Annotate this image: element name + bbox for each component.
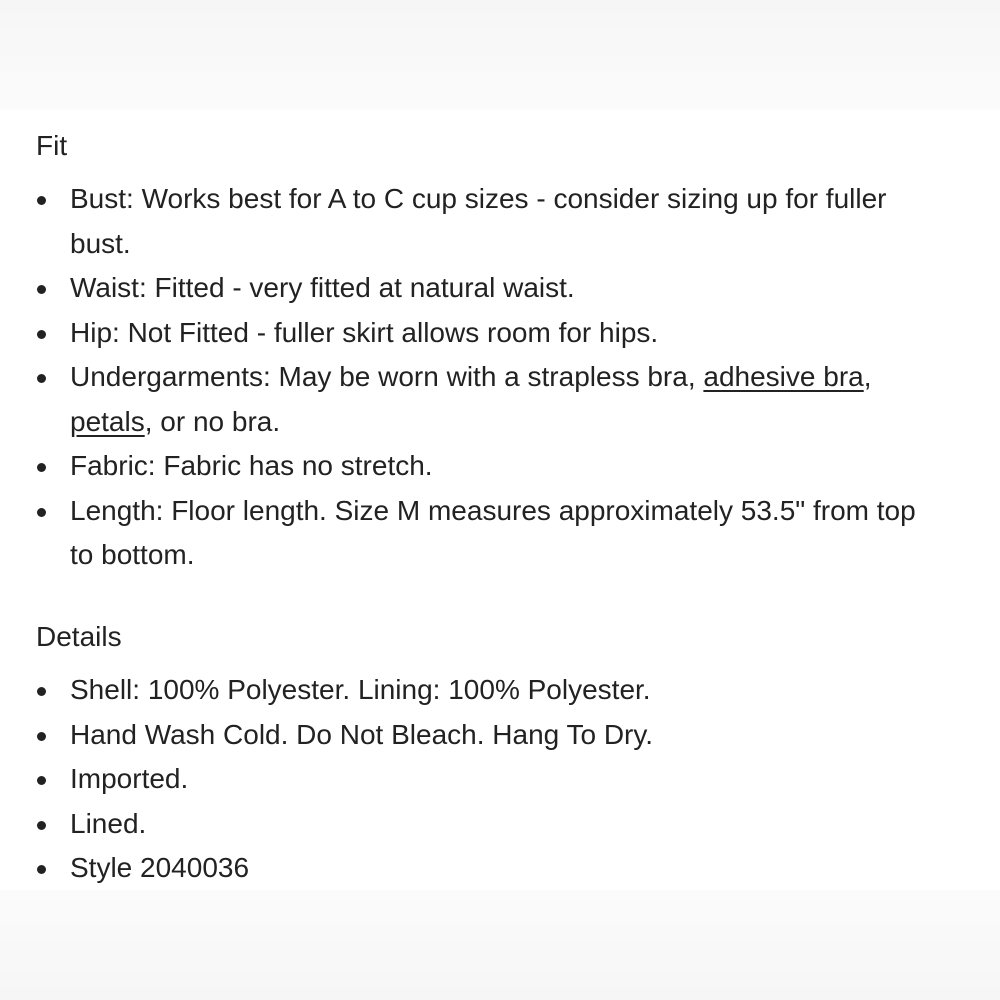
details-list [0, 668, 1000, 891]
fit-item-text: Hip: Not Fitted - fuller skirt allows room for hips. [70, 316, 659, 348]
petals-link[interactable]: petals [70, 405, 145, 437]
bullet-icon [37, 821, 46, 830]
adhesive-bra-link[interactable]: adhesive bra [703, 361, 864, 392]
bullet-icon [37, 196, 46, 205]
details-item-material [0, 668, 1000, 713]
details-item-care [0, 713, 1000, 758]
fit-item-length [0, 489, 1000, 578]
fit-item-bust [0, 177, 1000, 266]
fit-item-text: Length: Floor length. Size M measures approximately 53.5" from top to bottom. [70, 494, 916, 570]
fit-item-text: Fabric: Fabric has no stretch. [70, 450, 433, 481]
fit-item-fabric [0, 444, 1000, 489]
details-item-text: Hand Wash Cold. Do Not Bleach. Hang To Dry. [70, 718, 654, 750]
fit-item-text: Undergarments: May be worn with a strapless bra, [70, 361, 704, 392]
bullet-icon [37, 776, 46, 785]
details-section-title: Details [36, 621, 122, 652]
bullet-icon [37, 732, 46, 741]
details-item-style [0, 846, 1000, 891]
bullet-icon [37, 508, 46, 517]
fit-item-text: Bust: Works best for A to C cup sizes - consider sizing up for fuller bust. [70, 183, 887, 259]
link-separator: , [863, 361, 872, 392]
fit-list [0, 177, 1000, 578]
bullet-icon [37, 463, 46, 472]
bullet-icon [37, 687, 46, 696]
product-info-panel [0, 110, 1000, 890]
bullet-icon [37, 330, 46, 339]
details-item-text: Style 2040036 [70, 852, 250, 883]
details-item-text: Imported. [70, 763, 189, 794]
details-item-imported [0, 757, 1000, 802]
fit-section-title: Fit [36, 130, 68, 161]
bullet-icon [37, 285, 46, 294]
details-item-text: Shell: 100% Polyester. Lining: 100% Polyester. [70, 674, 651, 705]
details-item-text: Lined. [70, 807, 147, 839]
bullet-icon [37, 865, 46, 874]
fit-item-text-suffix: , or no bra. [144, 405, 281, 437]
bullet-icon [37, 374, 46, 383]
fit-item-hip [0, 311, 1000, 356]
fit-item-text: Waist: Fitted - very fitted at natural waist. [70, 272, 575, 303]
details-item-lined [0, 802, 1000, 847]
fit-item-undergarments [0, 355, 1000, 444]
fit-item-waist [0, 266, 1000, 311]
